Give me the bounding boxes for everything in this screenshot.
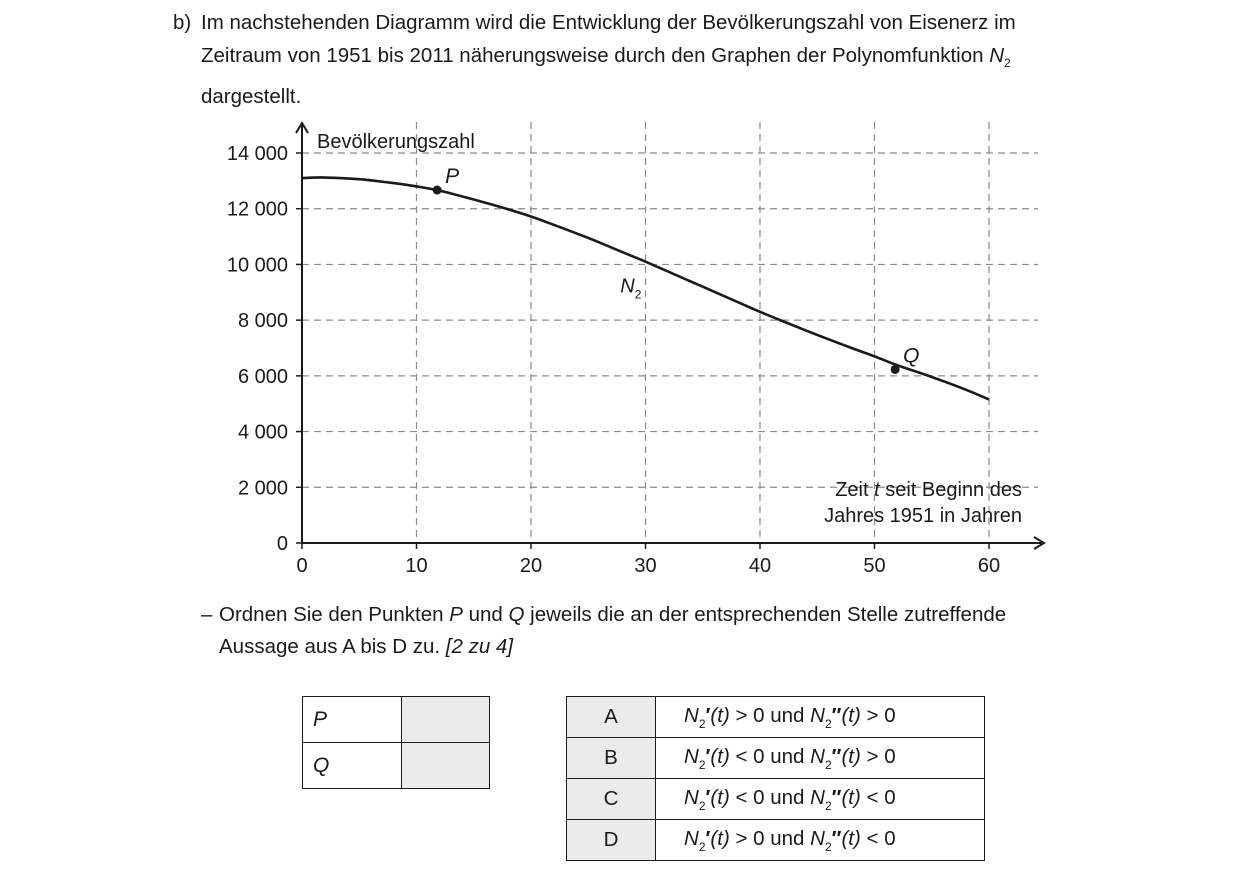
func-name: N <box>684 826 699 850</box>
option-row-c <box>567 779 985 820</box>
x-tick-label-60: 60 <box>977 555 1001 577</box>
relation-1: < 0 <box>729 744 771 768</box>
func-arg: (t) <box>841 703 861 727</box>
func-name: N <box>810 785 825 809</box>
relation-2: > 0 <box>860 703 896 727</box>
func-sub: 2 <box>698 716 706 731</box>
x-axis-label-var-t: t <box>874 479 880 501</box>
assignment-row-p <box>303 697 490 743</box>
x-tick-label-20: 20 <box>519 555 543 577</box>
func-sub: 2 <box>698 757 706 772</box>
option-statement-b <box>656 738 985 779</box>
second-derivative-mark: ″ <box>831 703 842 727</box>
func-sub: 2 <box>698 839 706 854</box>
x-axis-label-text-b: seit Beginn des <box>879 479 1022 501</box>
relation-1: > 0 <box>729 703 771 727</box>
func-name: N <box>810 744 825 768</box>
task-line-1: Im nachstehenden Diagramm wird die Entwicklung der Bevölkerungszahl von Eisenerz im <box>201 11 1016 34</box>
func-arg: (t) <box>710 785 730 809</box>
point-label-p: P <box>445 165 460 189</box>
func-sub: 2 <box>824 839 832 854</box>
option-letter-a: A <box>567 697 656 738</box>
relation-1: > 0 <box>729 826 771 850</box>
answer-box-p[interactable] <box>402 697 490 743</box>
word-and: und <box>770 703 811 727</box>
instruction-point-q: Q <box>508 603 525 626</box>
first-derivative-mark: ′ <box>705 703 711 727</box>
instruction-line-1 <box>219 599 1099 631</box>
option-letter-b: B <box>567 738 656 779</box>
assignment-row-q <box>303 743 490 789</box>
word-and: und <box>770 785 811 809</box>
relation-1: < 0 <box>729 785 771 809</box>
func-arg: (t) <box>841 826 861 850</box>
curve-label-letter: N <box>620 275 635 298</box>
y-tick-label-14000: 14 000 <box>226 143 288 165</box>
func-arg: (t) <box>710 826 730 850</box>
instruction-point-p: P <box>449 603 463 626</box>
instruction-text-a: Ordnen Sie den Punkten <box>219 603 450 626</box>
y-tick-label-6000: 6 000 <box>237 365 288 388</box>
func-name: N <box>684 744 699 768</box>
func-arg: (t) <box>710 703 730 727</box>
first-derivative-mark: ′ <box>705 826 711 850</box>
task-label: b) <box>173 11 192 34</box>
instruction-dash: – <box>201 603 213 626</box>
option-statement-a <box>656 697 985 738</box>
func-sub: 2 <box>824 716 832 731</box>
func-arg: (t) <box>841 744 861 768</box>
x-tick-label-10: 10 <box>405 555 428 577</box>
y-axis-label: Bevölkerungszahl <box>317 131 475 153</box>
assignment-table <box>302 696 490 789</box>
y-tick-label-8000: 8 000 <box>237 310 288 333</box>
func-name: N <box>810 703 825 727</box>
func-sub: 2 <box>824 757 832 772</box>
x-axis-label-text-a: Zeit <box>835 479 875 501</box>
func-sub: 2 <box>824 798 832 813</box>
relation-2: < 0 <box>860 826 896 850</box>
task-line-2-text: Zeitraum von 1951 bis 2011 näherungsweise durch den Graphen der Polynomfunktion <box>201 44 984 67</box>
second-derivative-mark: ″ <box>831 826 842 850</box>
option-statement-d <box>656 820 985 861</box>
point-label-q: Q <box>903 344 920 368</box>
option-letter-c: C <box>567 779 656 820</box>
instruction-text-d: Aussage aus A bis D zu. <box>219 635 446 658</box>
y-tick-label-0: 0 <box>276 533 288 555</box>
y-tick-label-12000: 12 000 <box>226 198 288 221</box>
word-and: und <box>770 744 811 768</box>
chart-points <box>433 165 920 374</box>
task-function-sub: 2 <box>1004 56 1011 70</box>
curve-label-sub: 2 <box>634 287 642 302</box>
func-name: N <box>684 785 699 809</box>
assignment-label-p: P <box>303 697 402 743</box>
func-name: N <box>684 703 699 727</box>
assignment-label-q: Q <box>303 743 402 789</box>
options-table <box>566 696 985 861</box>
relation-2: > 0 <box>860 744 896 768</box>
first-derivative-mark: ′ <box>705 785 711 809</box>
option-row-b <box>567 738 985 779</box>
y-tick-label-10000: 10 000 <box>226 254 288 277</box>
option-row-d <box>567 820 985 861</box>
y-tick-label-2000: 2 000 <box>237 477 288 500</box>
instruction-text-c: jeweils die an der entsprechenden Stelle zutreffende <box>524 603 1007 626</box>
x-tick-label-0: 0 <box>296 555 308 577</box>
word-and: und <box>770 826 811 850</box>
func-name: N <box>810 826 825 850</box>
second-derivative-mark: ″ <box>831 744 842 768</box>
point-q <box>891 365 900 374</box>
option-statement-c <box>656 779 985 820</box>
relation-2: < 0 <box>860 785 896 809</box>
instruction-line-2 <box>219 631 1099 663</box>
x-axis-label-line-1 <box>835 479 1022 501</box>
curve-label-N2 <box>620 275 641 301</box>
option-row-a <box>567 697 985 738</box>
x-tick-label-40: 40 <box>748 555 772 577</box>
x-axis-label-line-2: Jahres 1951 in Jahren <box>824 505 1022 527</box>
answer-box-q[interactable] <box>402 743 490 789</box>
second-derivative-mark: ″ <box>831 785 842 809</box>
task-function-name: N <box>989 44 1005 67</box>
x-tick-label-30: 30 <box>634 555 657 577</box>
instruction-text-b: und <box>462 603 509 626</box>
instruction-content <box>219 599 1099 663</box>
first-derivative-mark: ′ <box>705 744 711 768</box>
option-letter-d: D <box>567 820 656 861</box>
func-arg: (t) <box>710 744 730 768</box>
func-sub: 2 <box>698 798 706 813</box>
task-line-3: dargestellt. <box>201 85 302 108</box>
func-arg: (t) <box>841 785 861 809</box>
instruction-hint: [2 zu 4] <box>445 635 514 658</box>
y-tick-label-4000: 4 000 <box>237 421 288 444</box>
x-tick-label-50: 50 <box>863 555 886 577</box>
point-p <box>433 186 442 195</box>
